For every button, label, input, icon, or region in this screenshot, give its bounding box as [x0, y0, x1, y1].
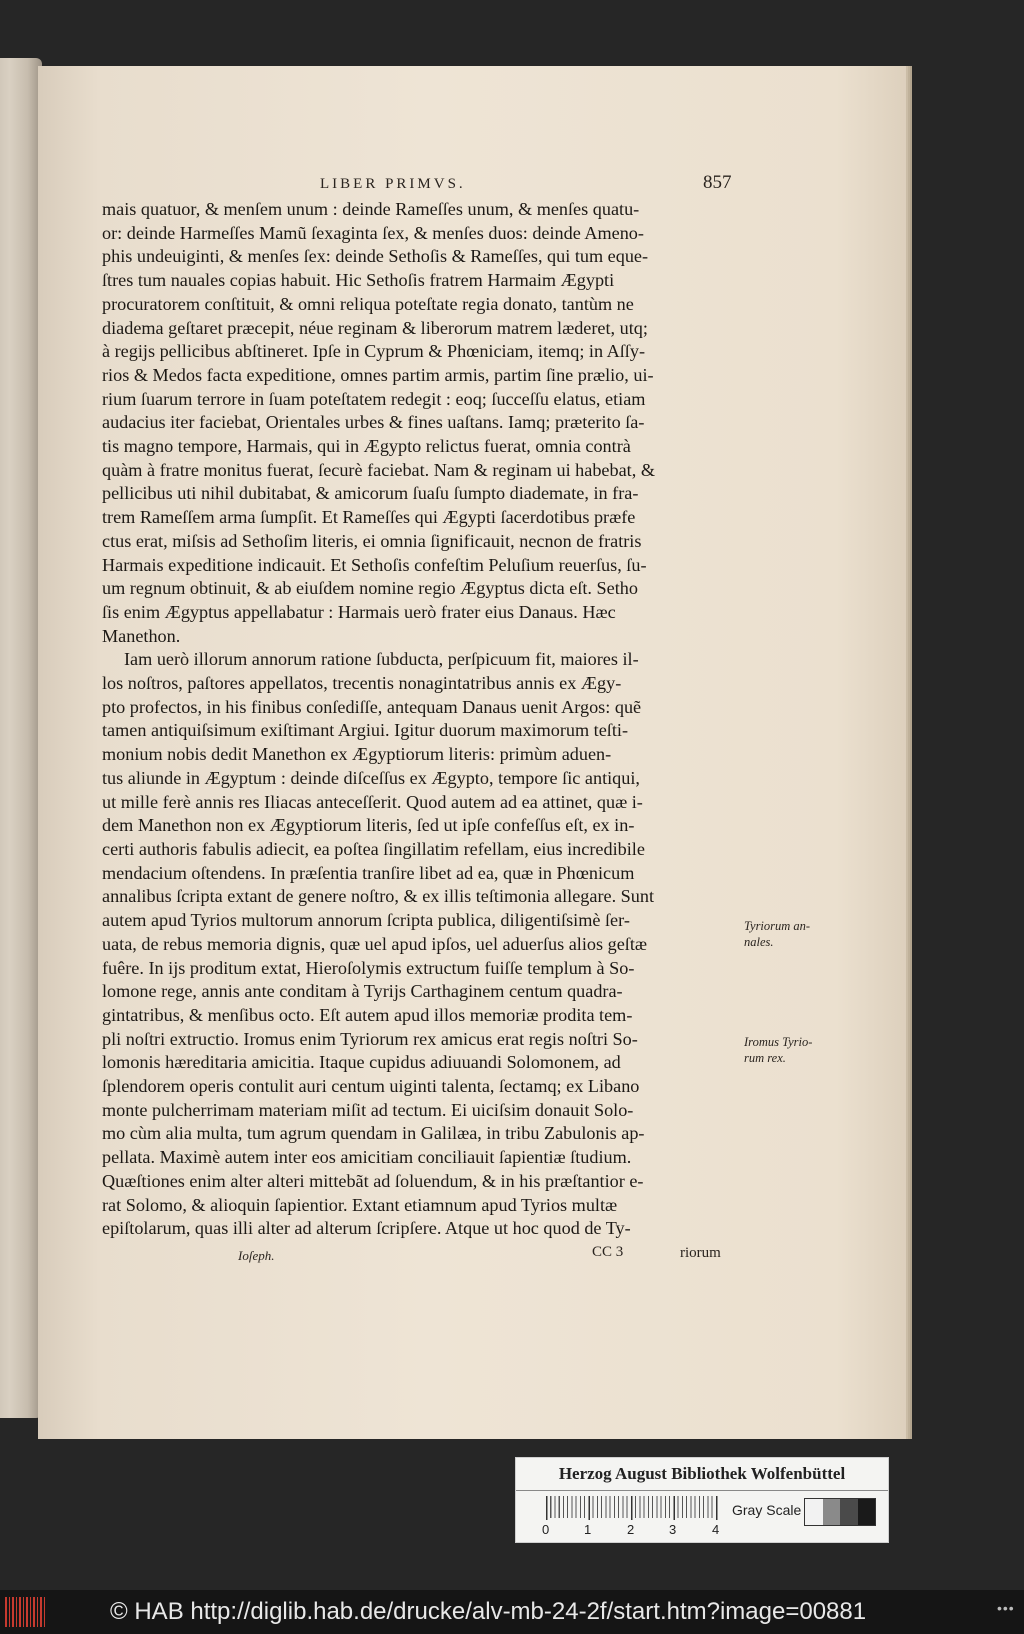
text-line: diadema geſtaret præcepit, néue reginam & liberorum matrem læderet, utq;: [102, 317, 648, 338]
text-line: gintatribus, & menſibus octo. Eſt autem apud illos memoriæ prodita tem-: [102, 1004, 633, 1025]
gray-scale-label: Gray Scale: [732, 1502, 802, 1518]
text-line: ſplendorem operis contulit auri centum uiginti talenta, ſectamq; ex Libano: [102, 1076, 640, 1097]
text-line: annalibus ſcripta extant de genere noſtro, & ex illis teſtimonia allegare. Sunt: [102, 886, 655, 907]
gray-swatch: [840, 1499, 858, 1525]
text-line: rios & Medos facta expeditione, omnes partim armis, partim ſine prælio, ui-: [102, 364, 654, 385]
gray-swatches: [804, 1498, 876, 1526]
barcode-icon: [5, 1597, 45, 1627]
margin-note-tyriorum-annales: [744, 918, 836, 950]
margin-note-text: Tyriorum an- nales.: [744, 919, 811, 949]
ruler-major-ticks: [546, 1496, 718, 1520]
text-line: monte pulcherrimam materiam miſit ad tectum. Ei uiciſsim donauit Solo-: [102, 1099, 634, 1120]
text-line: pellicibus uti nihil dubitabat, & amicorum ſuaſu ſumpto diademate, in fra-: [102, 483, 639, 504]
more-icon[interactable]: •••: [997, 1600, 1015, 1616]
text-line: fuêre. In ijs proditum extat, Hieroſolymis extructum fuiſſe templum à So-: [102, 957, 635, 978]
page-number: 857: [703, 172, 732, 193]
text-line: mendacium oſtendens. In præſentia tranſire libet ad ea, quæ in Phœnicum: [102, 862, 635, 883]
gray-swatch: [805, 1499, 823, 1525]
text-line: dem Manethon non ex Ægyptiorum literis, ſed ut ipſe confeſſus eſt, ex in-: [102, 815, 635, 836]
text-line: phis undeuiginti, & menſes ſex: deinde Sethoſis & Rameſſes, qui tum eque-: [102, 246, 649, 267]
library-name: Herzog August Bibliothek Wolfenbüttel: [558, 1464, 846, 1483]
catchword-author: Ioſeph.: [238, 1248, 275, 1263]
text-line: mais quatuor, & menſem unum : deinde Rameſſes unum, & menſes quatu-: [102, 199, 640, 219]
text-line: ut mille ferè annis res Iliacas anteceſſerit. Quod autem ad ea attinet, quæ i-: [102, 791, 643, 812]
footer-bar: [0, 1590, 1024, 1634]
text-line: procuratorem conſtituit, & omni reliqua poteſtate regia donato, tantùm ne: [102, 293, 634, 314]
margin-note-text: Iromus Tyrio- rum rex.: [744, 1035, 813, 1065]
text-line: autem apud Tyrios multorum annorum ſcripta publica, diligentiſsimè ſer-: [102, 910, 630, 931]
text-line: rat Solomo, & alioquin ſapientior. Extant etiamnum apud Tyrios multæ: [102, 1194, 618, 1215]
body-text: [102, 198, 736, 1241]
ruler-number: 3: [669, 1522, 677, 1537]
text-line: à regijs pellicibus abſtineret. Ipſe in Cyprum & Phœniciam, itemq; in Aſſy-: [102, 341, 646, 362]
card-divider: [516, 1490, 888, 1491]
ruler-number: 1: [584, 1522, 592, 1537]
text-line: uata, de rebus memoria dignis, quæ uel apud ipſos, uel aduerſus alios geſtæ: [102, 933, 648, 954]
text-line: rium ſuarum terrore in ſuam poteſtatem redegit : eoq; ſucceſſu elatus, etiam: [102, 388, 646, 409]
text-line: pto profectos, in his finibus conſediſſe, antequam Danaus uenit Argos: quẽ: [102, 696, 642, 717]
text-line: lomone rege, annis ante conditam à Tyrijs Carthaginem centum quadra-: [102, 981, 623, 1002]
catchword: riorum: [680, 1245, 721, 1261]
text-line: Quæſtiones enim alter alteri mittebãt ad ſoluendum, & in his præſtantior e-: [102, 1170, 644, 1191]
text-line: Harmais expeditione indicauit. Et Sethoſis confeſtim Peluſium reuerſus, ſu-: [102, 554, 647, 575]
signature-mark: CC 3: [592, 1244, 624, 1260]
footer-url[interactable]: © HAB http://diglib.hab.de/drucke/alv-mb-24-2f/start.htm?image=00881: [110, 1598, 867, 1625]
text-line: trem Rameſſem arma ſumpſit. Et Rameſſes qui Ægypti ſacerdotibus præfe: [102, 507, 636, 528]
margin-note-iromus: [744, 1034, 836, 1066]
text-line: mo cùm alia multa, tum agrum quendam in Galilæa, in tribu Zabulonis ap-: [102, 1123, 645, 1144]
gray-swatch: [823, 1499, 841, 1525]
text-line: pellata. Maximè autem inter eos amicitiam conciliauit ſapientiæ ſtudium.: [102, 1147, 632, 1168]
ruler-number: 0: [542, 1522, 550, 1537]
text-line: monium nobis dedit Manethon ex Ægyptiorum literis: primùm aduen-: [102, 744, 612, 765]
text-line: tus aliunde in Ægyptum : deinde diſceſſus ex Ægypto, tempore ſic antiqui,: [102, 767, 640, 788]
text-line: epiſtolarum, quas illi alter ad alterum ſcripſere. Atque ut hoc quod de Ty-: [102, 1218, 631, 1239]
running-head: LIBER PRIMVS.: [320, 176, 466, 192]
text-line: Manethon.: [102, 625, 181, 646]
text-line: ſtres tum nauales copias habuit. Hic Sethoſis fratrem Harmaim Ægypti: [102, 270, 615, 291]
gray-swatch: [858, 1499, 876, 1525]
ruler-number: 2: [627, 1522, 635, 1537]
text-line: or: deinde Harmeſſes Mamũ ſexaginta ſex, & menſes duos: deinde Ameno-: [102, 222, 644, 243]
text-line: ctus erat, miſsis ad Sethoſim literis, ei omnia ſignificauit, necnon de fratris: [102, 530, 642, 551]
text-line: los noſtros, paſtores appellatos, trecentis nonagintatribus annis ex Ægy-: [102, 673, 622, 694]
text-line: tis magno tempore, Harmais, qui in Ægypto relictus fuerat, omnia contrà: [102, 436, 631, 457]
gray-scale-card: [515, 1457, 889, 1543]
facing-page-edge: [0, 58, 42, 1418]
text-line: pli noſtri extructio. Iromus enim Tyriorum rex amicus erat regis noſtri So-: [102, 1028, 638, 1049]
text-line: certi authoris fabulis adiecit, ea poſtea ſingillatim refellam, eius incredibile: [102, 838, 645, 859]
text-line: tamen antiquiſsimum exiſtimant Argiui. Igitur duorum maximorum teſti-: [102, 720, 629, 741]
ruler-number: 4: [712, 1522, 720, 1537]
text-line: ſis enim Ægyptus appellabatur : Harmais uerò frater eius Danaus. Hæc: [102, 601, 616, 622]
text-line: lomonis hæreditaria amicitia. Itaque cupidus adiuuandi Solomonem, ad: [102, 1052, 621, 1073]
text-line: quàm à fratre monitus fuerat, ſecurè faciebat. Nam & reginam ui habebat, &: [102, 459, 655, 480]
text-line: Iam uerò illorum annorum ratione ſubducta, perſpicuum fit, maiores il-: [124, 649, 639, 670]
text-line: audacius iter faciebat, Orientales urbes & fines uaſtans. Iamq; præterito ſa-: [102, 412, 645, 433]
text-line: um regnum obtinuit, & ab eiuſdem nomine regio Ægyptus dicta eſt. Setho: [102, 578, 638, 599]
